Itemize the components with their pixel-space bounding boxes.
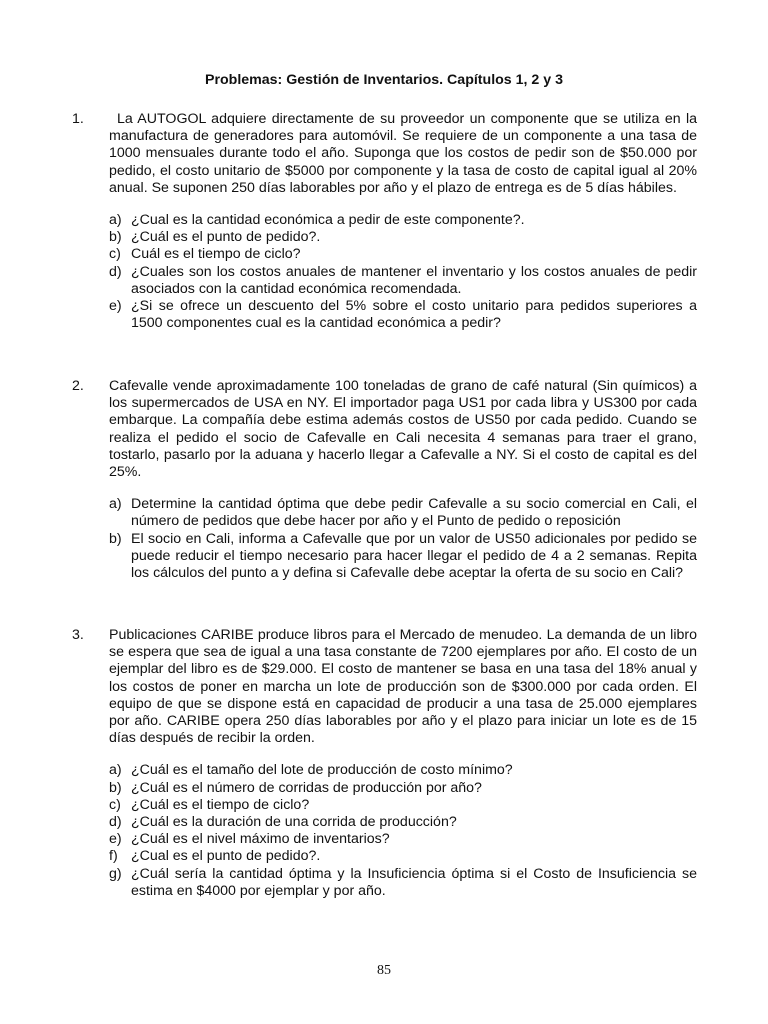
item-label: e)	[109, 298, 122, 315]
item-label: a)	[109, 212, 122, 229]
item-label: b)	[109, 229, 122, 246]
list-item	[109, 848, 697, 865]
list-item	[109, 229, 697, 246]
item-label: a)	[109, 496, 122, 513]
list-item	[109, 814, 697, 831]
item-text: ¿Cuál es el nivel máximo de inventarios?	[131, 831, 390, 848]
list-item	[109, 496, 697, 530]
problem-statement: Cafevalle vende aproximadamente 100 toneladas de grano de café natural (Sin químicos) a los supermercados de USA en NY. El importador paga US1 por cada libra y US300 por cada embarque. La compañía debe estima además costos de US50 por cada pedido. Cuando se realiza el pedido el socio de Cafevalle en Cali necesita 4 semanas para traer el grano, tostarlo, pasarlo por la aduana y hacerlo llegar a Cafevalle a NY. Si el costo de capital es del 25%.	[109, 378, 697, 481]
item-text: ¿Cuál es el tiempo de ciclo?	[131, 796, 310, 813]
item-text: El socio en Cali, informa a Cafevalle que por un valor de US50 adicionales por pedido se puede reducir el tiempo necesario para hacer llegar el pedido de 4 a 2 semanas. Repita los cálculos del punto a y defina si Cafevalle debe aceptar la oferta de su socio en Cali?	[131, 530, 697, 582]
item-text: Cuál es el tiempo de ciclo?	[131, 246, 301, 263]
list-item	[109, 246, 697, 263]
item-text: ¿Cuales son los costos anuales de mantener el inventario y los costos anuales de pedir asociados con la cantidad económica recomendada.	[131, 263, 697, 297]
item-label: d)	[109, 263, 122, 280]
item-label: a)	[109, 762, 122, 779]
problem-statement: Publicaciones CARIBE produce libros para el Mercado de menudeo. La demanda de un libro se espera que sea de igual a una tasa constante de 7200 ejemplares por año. El costo de un ejemplar del libro es de $29.000. El costo de mantener se basa en una tasa del 18% anual y los costos de poner en marcha un lote de producción son de $300.000 por cada orden. El equipo de que se dispone está en capacidad de producir a una tasa de 25.000 ejemplares por año. CARIBE opera 250 días laborables por año y el plazo para iniciar un lote es de 15 días después de recibir la orden.	[109, 627, 697, 747]
list-item	[109, 212, 697, 229]
item-text: ¿Cual es el punto de pedido?.	[131, 848, 321, 865]
question-list	[109, 496, 697, 582]
item-label: f)	[109, 848, 118, 865]
item-text: ¿Cuál es el punto de pedido?.	[131, 229, 321, 246]
list-item	[109, 797, 697, 814]
page-number: 85	[377, 963, 391, 978]
item-text: ¿Cual es la cantidad económica a pedir de este componente?.	[131, 212, 525, 229]
item-label: d)	[109, 814, 122, 831]
list-item	[109, 780, 697, 797]
question-list	[109, 212, 697, 332]
problem-statement: La AUTOGOL adquiere directamente de su proveedor un componente que se utiliza en la manufactura de generadores para automóvil. Se requiere de un componente a una tasa de 1000 mensuales durante todo el año. Suponga que los costos de pedir son de $50.000 por pedido, el costo unitario de $5000 por componente y la tasa de costo de capital igual al 20% anual. Se suponen 250 días laborables por año y el plazo de entrega es de 5 días hábiles.	[109, 111, 697, 196]
item-text: ¿Cuál es el tamaño del lote de producción de costo mínimo?	[131, 762, 513, 779]
item-label: c)	[109, 796, 121, 813]
list-item	[109, 762, 697, 779]
item-text: Determine la cantidad óptima que debe pedir Cafevalle a su socio comercial en Cali, el número de pedidos que debe hacer por año y el Punto de pedido o reposición	[131, 496, 697, 530]
list-item	[109, 866, 697, 900]
item-label: g)	[109, 865, 122, 882]
problem-number: 2.	[72, 378, 84, 394]
item-text: ¿Si se ofrece un descuento del 5% sobre el costo unitario para pedidos superiores a 1500 componentes cual es la cantidad económica a pedir?	[131, 298, 697, 332]
item-text: ¿Cuál sería la cantidad óptima y la Insuficiencia óptima si el Costo de Insuficiencia se estima en $4000 por ejemplar y por año.	[131, 865, 697, 899]
item-label: b)	[109, 530, 122, 547]
problem-number: 1.	[72, 111, 84, 127]
document-title: Problemas: Gestión de Inventarios. Capítulos 1, 2 y 3	[205, 72, 563, 88]
problem-3	[72, 627, 697, 900]
list-item	[109, 264, 697, 298]
list-item	[109, 298, 697, 332]
item-text: ¿Cuál es la duración de una corrida de producción?	[131, 814, 457, 831]
problem-1	[72, 111, 697, 332]
item-label: b)	[109, 779, 122, 796]
item-label: e)	[109, 831, 122, 848]
problem-2	[72, 378, 697, 582]
list-item	[109, 831, 697, 848]
item-text: ¿Cuál es el número de corridas de producción por año?	[131, 779, 482, 796]
question-list	[109, 762, 697, 900]
problem-number: 3.	[72, 627, 84, 643]
list-item	[109, 531, 697, 583]
item-label: c)	[109, 246, 121, 263]
